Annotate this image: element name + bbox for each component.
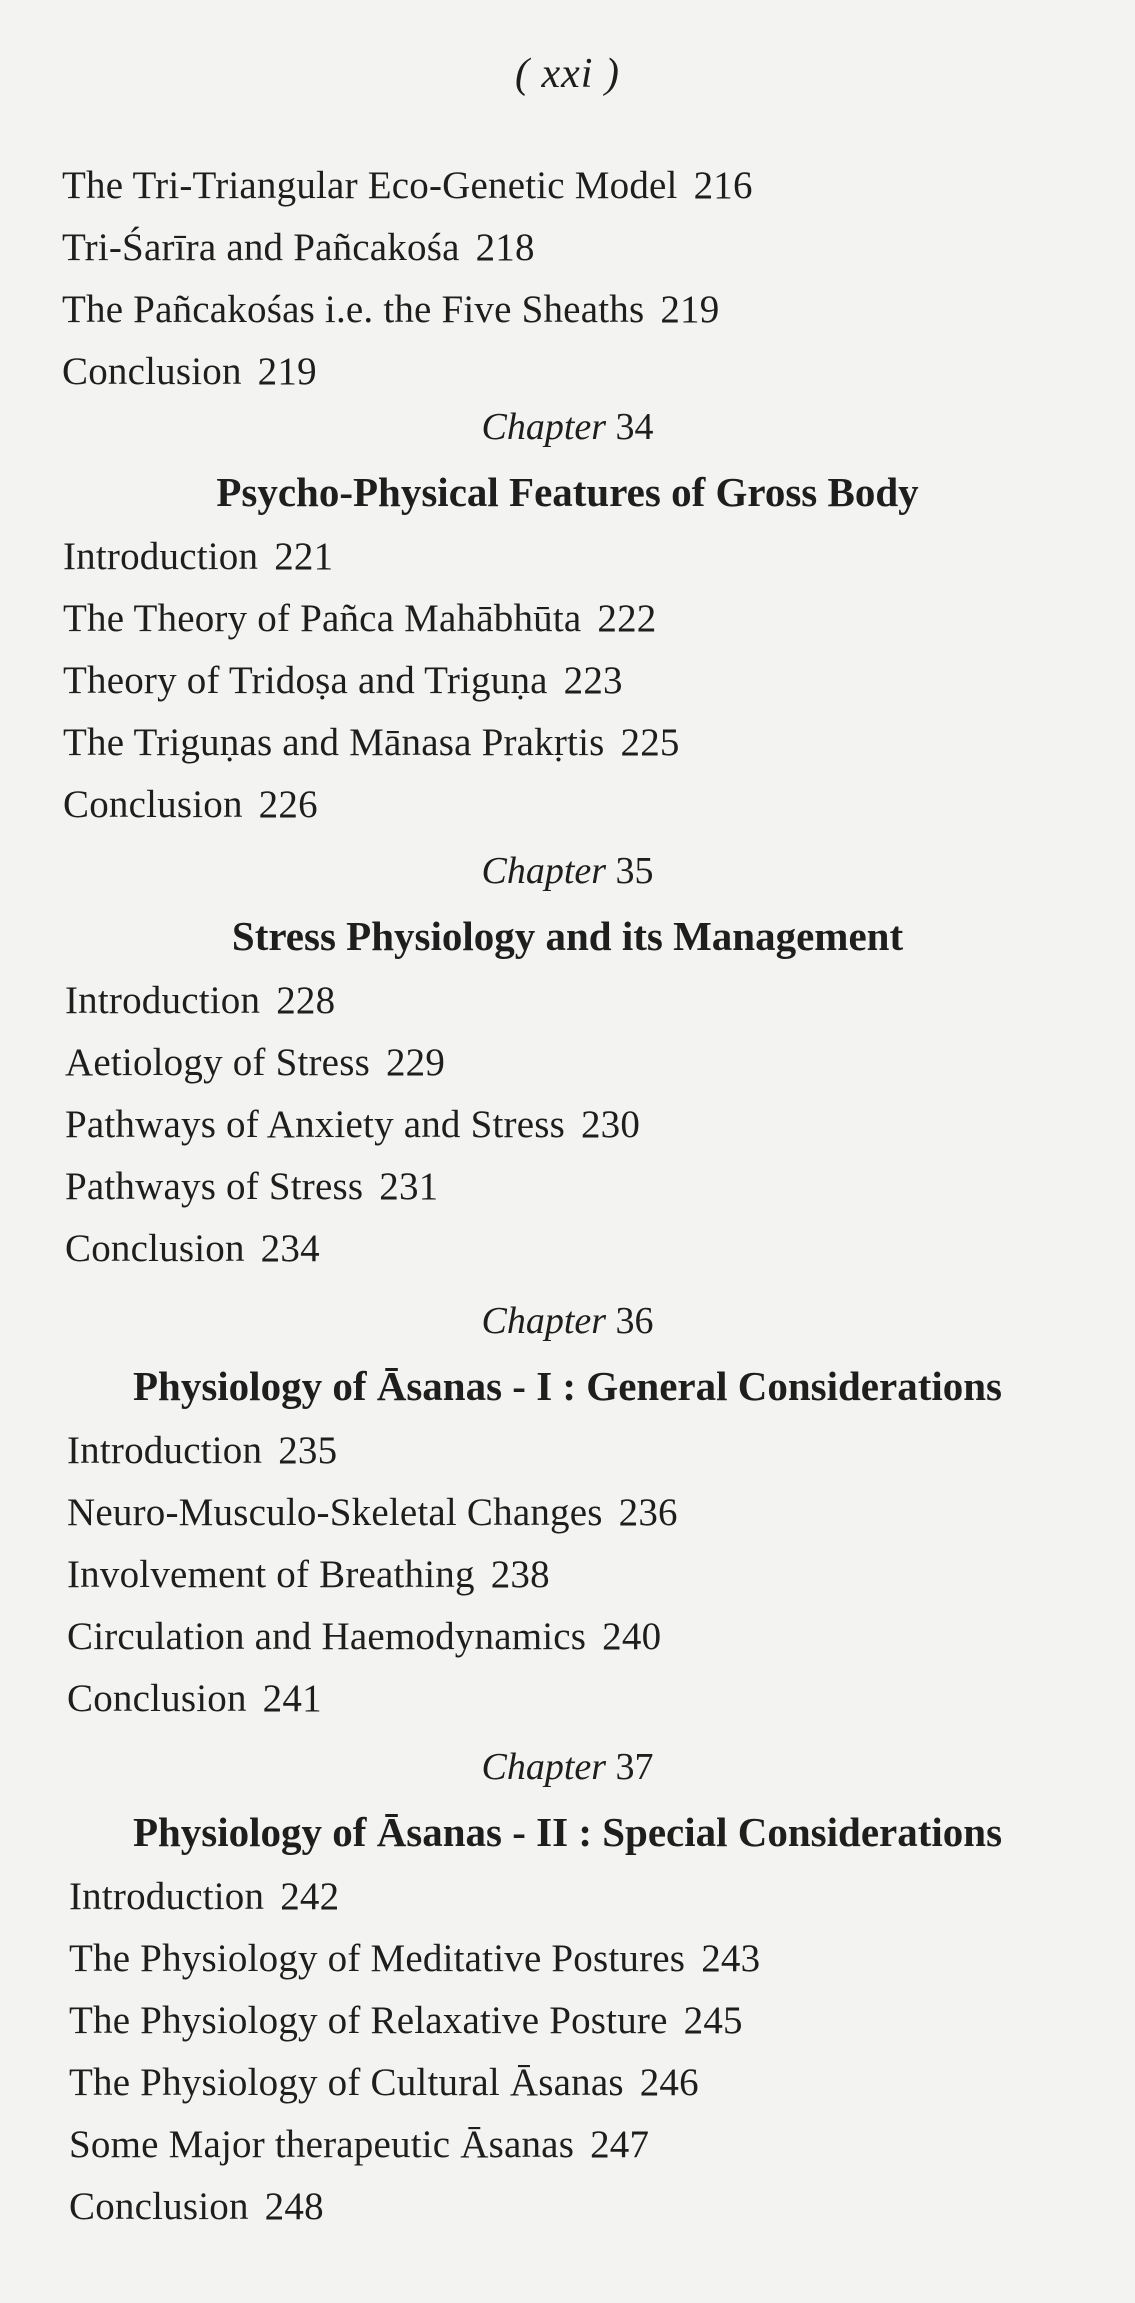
entry-title: The Physiology of Meditative Postures xyxy=(69,1937,686,1980)
entry-title: Introduction xyxy=(67,1429,263,1472)
entry-title: The Physiology of Cultural Āsanas xyxy=(69,2061,624,2104)
toc-entry xyxy=(69,1990,1135,2052)
entry-page: 235 xyxy=(278,1429,338,1472)
page-number: ( xxi ) xyxy=(515,51,620,97)
chapter-label xyxy=(0,396,1135,458)
toc-entry xyxy=(67,1606,1135,1668)
entry-page: 238 xyxy=(490,1553,550,1596)
entry-page: 225 xyxy=(620,721,680,764)
entry-title: The Triguṇas and Mānasa Prakṛtis xyxy=(63,721,605,764)
toc-entry xyxy=(67,1668,1135,1730)
chapter-word: Chapter xyxy=(481,1300,607,1342)
toc-entry xyxy=(63,774,1135,836)
entry-title: Aetiology of Stress xyxy=(65,1041,370,1084)
entry-title: Conclusion xyxy=(67,1677,247,1720)
entry-title: Pathways of Stress xyxy=(65,1165,364,1208)
entry-title: The Pañcakośas i.e. the Five Sheaths xyxy=(62,288,645,331)
entry-page: 241 xyxy=(262,1677,322,1720)
toc-entry xyxy=(62,341,1135,403)
entry-page: 236 xyxy=(618,1491,678,1534)
chapter-number: 37 xyxy=(615,1746,654,1788)
entry-page: 223 xyxy=(563,659,623,702)
entry-page: 219 xyxy=(257,350,317,393)
toc-entry xyxy=(65,1218,1135,1280)
entry-page: 229 xyxy=(385,1041,446,1084)
entry-title: Tri-Śarīra and Pañcakośa xyxy=(62,226,460,269)
entry-page: 219 xyxy=(660,288,720,331)
toc-entry xyxy=(63,588,1135,650)
entry-page: 230 xyxy=(580,1103,641,1146)
entry-title: Introduction xyxy=(63,535,259,578)
entry-title: Neuro-Musculo-Skeletal Changes xyxy=(67,1491,603,1534)
entry-title: Theory of Tridoṣa and Triguṇa xyxy=(63,659,548,702)
toc-entry xyxy=(63,526,1135,588)
toc-entry xyxy=(69,1866,1135,1928)
toc-entry xyxy=(65,970,1135,1032)
toc-entry xyxy=(69,2052,1135,2114)
entry-title: Conclusion xyxy=(62,350,242,393)
chapter-number: 34 xyxy=(615,406,654,448)
toc-entry xyxy=(62,155,1135,217)
toc-entry xyxy=(65,1094,1135,1156)
chapter-number: 36 xyxy=(615,1300,654,1342)
entry-title: Conclusion xyxy=(63,783,243,826)
entry-page: 240 xyxy=(602,1615,662,1658)
entry-page: 221 xyxy=(274,535,334,578)
entry-page: 222 xyxy=(597,597,657,640)
chapter-number: 35 xyxy=(615,850,654,892)
chapter-label xyxy=(0,1290,1135,1352)
toc-entry xyxy=(69,1928,1135,1990)
entry-page: 226 xyxy=(258,783,318,826)
entry-page: 246 xyxy=(639,2061,699,2104)
entry-title: Conclusion xyxy=(69,2185,249,2228)
chapter-title: Psycho-Physical Features of Gross Body xyxy=(216,469,919,515)
entry-title: Introduction xyxy=(69,1875,265,1918)
toc-entry xyxy=(69,2176,1135,2238)
chapter-word: Chapter xyxy=(481,850,607,892)
chapter-35 xyxy=(0,840,1135,1280)
entry-title: Introduction xyxy=(65,979,261,1022)
entry-page: 247 xyxy=(590,2123,650,2166)
chapter-34 xyxy=(0,396,1135,836)
chapter-title: Physiology of Āsanas - I : General Considerations xyxy=(132,1363,1002,1409)
entry-title: Pathways of Anxiety and Stress xyxy=(65,1103,565,1146)
entry-title: The Theory of Pañca Mahābhūta xyxy=(63,597,582,640)
entry-page: 243 xyxy=(701,1937,761,1980)
entry-title: Conclusion xyxy=(65,1227,245,1270)
entry-page: 218 xyxy=(475,226,535,269)
entry-page: 231 xyxy=(379,1165,439,1208)
entry-title: The Tri-Triangular Eco-Genetic Model xyxy=(62,164,678,207)
chapter-word: Chapter xyxy=(481,1746,607,1788)
chapter-label xyxy=(0,1736,1135,1798)
toc-entry xyxy=(67,1482,1135,1544)
entry-page: 245 xyxy=(683,1999,743,2042)
entry-page: 234 xyxy=(260,1227,320,1270)
toc-entry xyxy=(69,2114,1135,2176)
toc-entry xyxy=(63,650,1135,712)
entry-title: Some Major therapeutic Āsanas xyxy=(69,2123,575,2166)
entry-page: 228 xyxy=(276,979,336,1022)
chapter-title: Physiology of Āsanas - II : Special Considerations xyxy=(132,1809,1003,1855)
entry-title: Involvement of Breathing xyxy=(67,1553,475,1596)
chapter-word: Chapter xyxy=(481,406,607,448)
entry-page: 248 xyxy=(264,2185,324,2228)
entry-page: 216 xyxy=(693,164,753,207)
entry-page: 242 xyxy=(280,1875,340,1918)
toc-entry xyxy=(63,712,1135,774)
toc-entry xyxy=(62,279,1135,341)
top-entries xyxy=(0,155,1135,403)
chapter-37 xyxy=(0,1736,1135,2238)
entry-title: The Physiology of Relaxative Posture xyxy=(69,1999,668,2042)
toc-entry xyxy=(65,1156,1135,1218)
toc-entry xyxy=(67,1420,1135,1482)
entry-title: Circulation and Haemodynamics xyxy=(67,1615,587,1658)
chapter-36 xyxy=(0,1290,1135,1730)
toc-entry xyxy=(67,1544,1135,1606)
chapter-title: Stress Physiology and its Management xyxy=(231,913,904,959)
toc-entry xyxy=(62,217,1135,279)
chapter-label xyxy=(0,840,1135,902)
toc-entry xyxy=(65,1032,1135,1094)
